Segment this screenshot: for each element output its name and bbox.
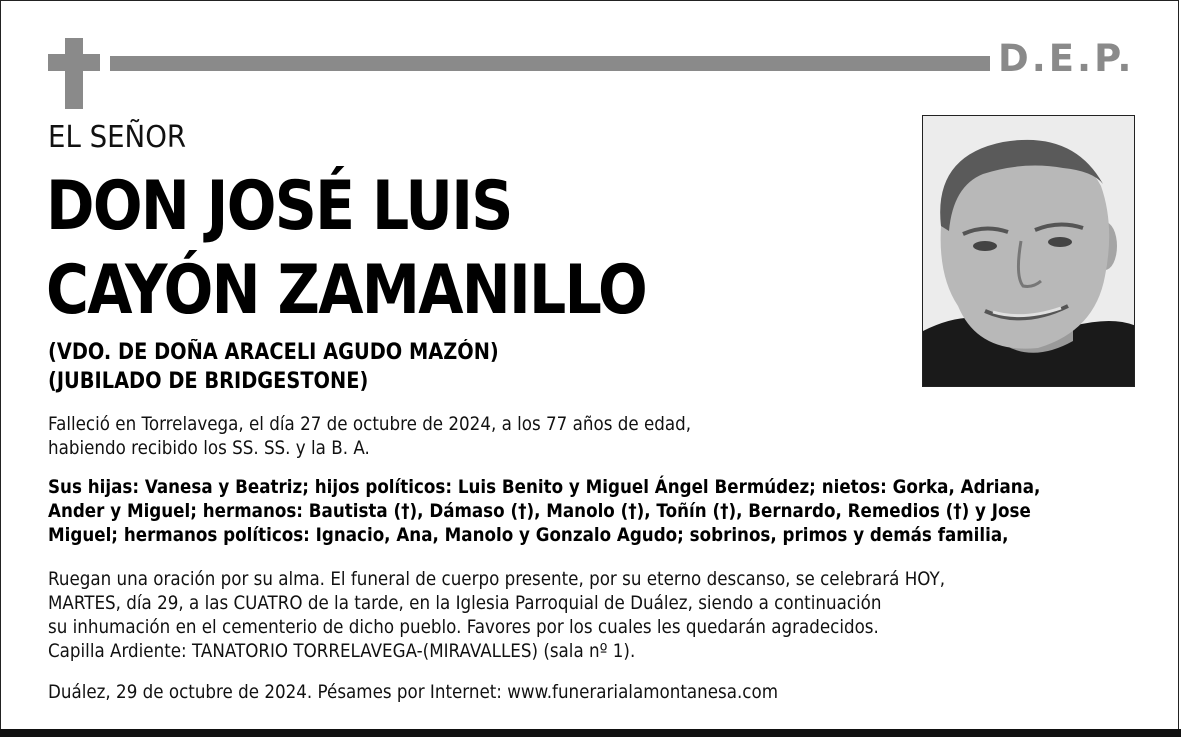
death-notice bbox=[48, 412, 691, 460]
family-line-1: Sus hijas: Vanesa y Beatriz; hijos políticos: Luis Benito y Miguel Ángel Bermúdez; nietos: Gorka, Adriana, bbox=[48, 476, 1041, 498]
name-line-2: CAYÓN ZAMANILLO bbox=[46, 251, 647, 330]
funeral-line-3: su inhumación en el cementerio de dicho pueblo. Favores por los cuales les quedarán agradecidos. bbox=[48, 616, 879, 638]
death-notice-line-2: habiendo recibido los SS. SS. y la B. A. bbox=[48, 437, 370, 459]
death-notice-line-1: Falleció en Torrelavega, el día 27 de octubre de 2024, a los 77 años de edad, bbox=[48, 413, 692, 435]
family-list bbox=[48, 475, 1040, 547]
footer-line: Duález, 29 de octubre de 2024. Pésames por Internet: www.funerarialamontanesa.com bbox=[48, 681, 778, 703]
funeral-line-1: Ruegan una oración por su alma. El funeral de cuerpo presente, por su eterno descanso, se celebrará HOY, bbox=[48, 568, 946, 590]
funeral-line-4: Capilla Ardiente: TANATORIO TORRELAVEGA-(MIRAVALLES) (sala nº 1). bbox=[48, 640, 636, 662]
subtitles bbox=[48, 338, 499, 396]
header-rule bbox=[110, 56, 990, 71]
name-line-1: DON JOSÉ LUIS bbox=[46, 167, 512, 246]
funeral-line-2: MARTES, día 29, a las CUATRO de la tarde, en la Iglesia Parroquial de Duález, siendo a continuación bbox=[48, 592, 882, 614]
family-line-3: Miguel; hermanos políticos: Ignacio, Ana, Manolo y Gonzalo Agudo; sobrinos, primos y demás familia, bbox=[48, 524, 1009, 546]
bottom-rule bbox=[0, 729, 1181, 737]
deceased-name bbox=[46, 165, 646, 333]
honorific: EL SEÑOR bbox=[48, 120, 187, 155]
widower-note: (VDO. DE DOÑA ARACELI AGUDO MAZÓN) bbox=[48, 340, 499, 365]
retired-note: (JUBILADO DE BRIDGESTONE) bbox=[48, 369, 369, 394]
funeral-details bbox=[48, 567, 945, 663]
dep-heading: D.E.P. bbox=[998, 37, 1135, 80]
family-line-2: Ander y Miguel; hermanos: Bautista (†), Dámaso (†), Manolo (†), Toñín (†), Bernardo, Remedios (†) y Jose bbox=[48, 500, 1031, 522]
portrait-photo bbox=[922, 115, 1135, 387]
